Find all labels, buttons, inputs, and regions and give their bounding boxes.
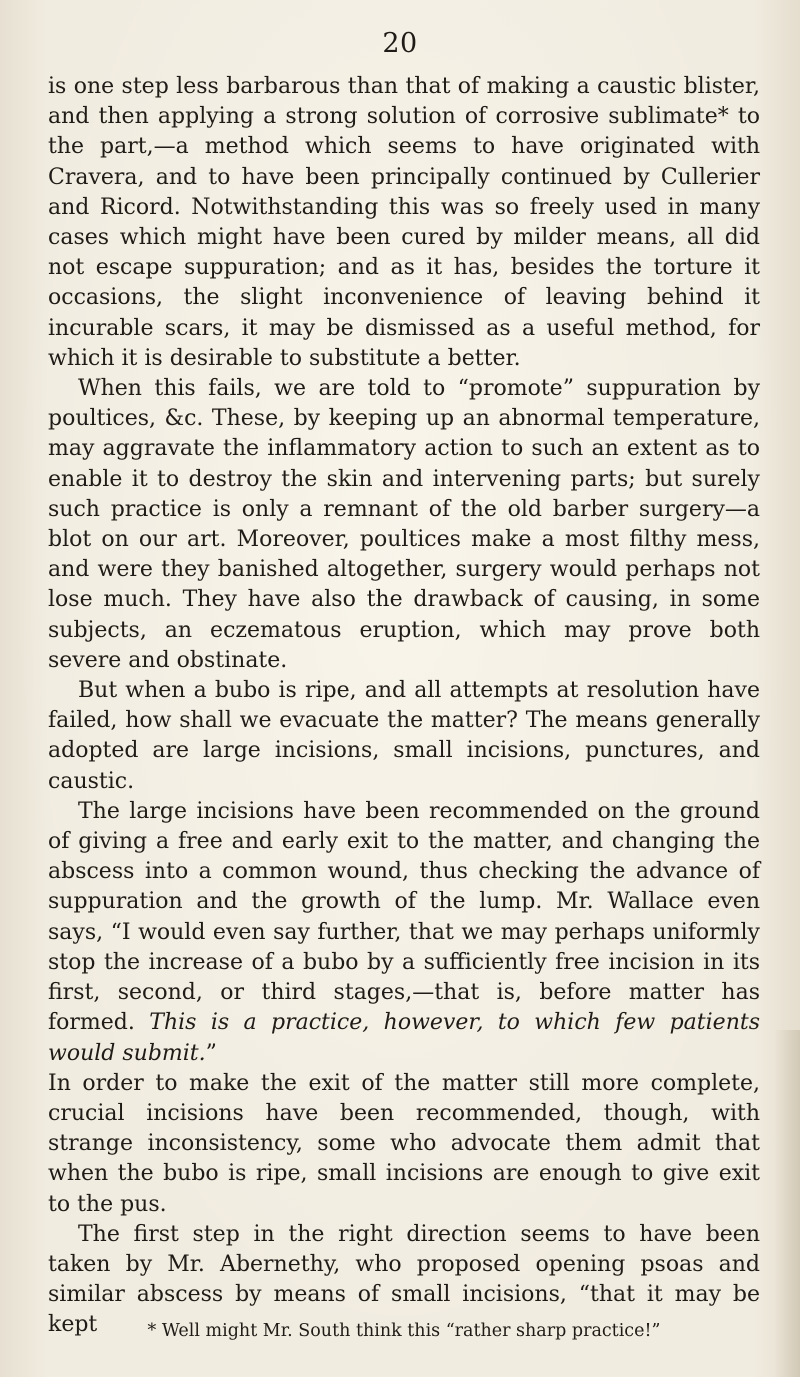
paragraph-6: The first step in the right direction seems to have been taken by Mr. Abernethy, who proposed opening psoas and similar abscess by means of small incisions, “that it may be kept: [48, 1221, 760, 1338]
footnote: * Well might Mr. South think this “rather sharp practice!”: [147, 1321, 661, 1341]
paragraph-4-close-quote: ”: [205, 1040, 217, 1066]
page-number: 20: [382, 28, 418, 59]
paragraph-4-italic: This is a practice, however, to which few patients would submit.: [48, 1010, 760, 1066]
paragraph-5: In order to make the exit of the matter still more complete, crucial incisions have been recommended, though, with strange inconsistency, some who advocate them admit that when the bubo is ripe, small incisions are enough to give exit to the pus.: [48, 1070, 760, 1217]
body-text: [48, 72, 760, 1341]
paragraph-1: is one step less barbarous than that of making a caustic blister, and then applying a strong solution of corrosive sublimate* to the part,—a method which seems to have originated with Cravera, and to have been principally continued by Cullerier and Ricord. Notwithstanding this was so freely used in many cases which might have been cured by milder means, all did not escape suppuration; and as it has, besides the torture it occasions, the slight inconvenience of leaving behind it incurable scars, it may be dismissed as a useful method, for which it is desirable to substitute a better.: [48, 74, 760, 371]
page-edge-shading: [774, 1030, 800, 1377]
paragraph-4-text: The large incisions have been recommended on the ground of giving a free and early exit to the matter, and changing the abscess into a common wound, thus checking the advance of suppuration and the growth of the lump. Mr. Wallace even says, “I would even say further, that we may perhaps uniformly stop the increase of a bubo by a sufficiently free incision in its first, second, or third stages,—that is, before matter has formed.: [48, 798, 760, 1036]
paragraph-4: [48, 797, 760, 1069]
paragraph-3: But when a bubo is ripe, and all attempts at resolution have failed, how shall we evacuate the matter? The means generally adopted are large incisions, small incisions, punctures, and caustic.: [48, 678, 760, 794]
paragraph-2: When this fails, we are told to “promote” suppuration by poultices, &c. These, by keeping up an abnormal temperature, may aggravate the inflammatory action to such an extent as to enable it to destroy the skin and intervening parts; but surely such practice is only a remnant of the old barber surgery—a blot on our art. Moreover, poultices make a most filthy mess, and were they banished altogether, surgery would perhaps not lose much. They have also the drawback of causing, in some subjects, an eczematous eruption, which may prove both severe and obstinate.: [48, 376, 760, 673]
